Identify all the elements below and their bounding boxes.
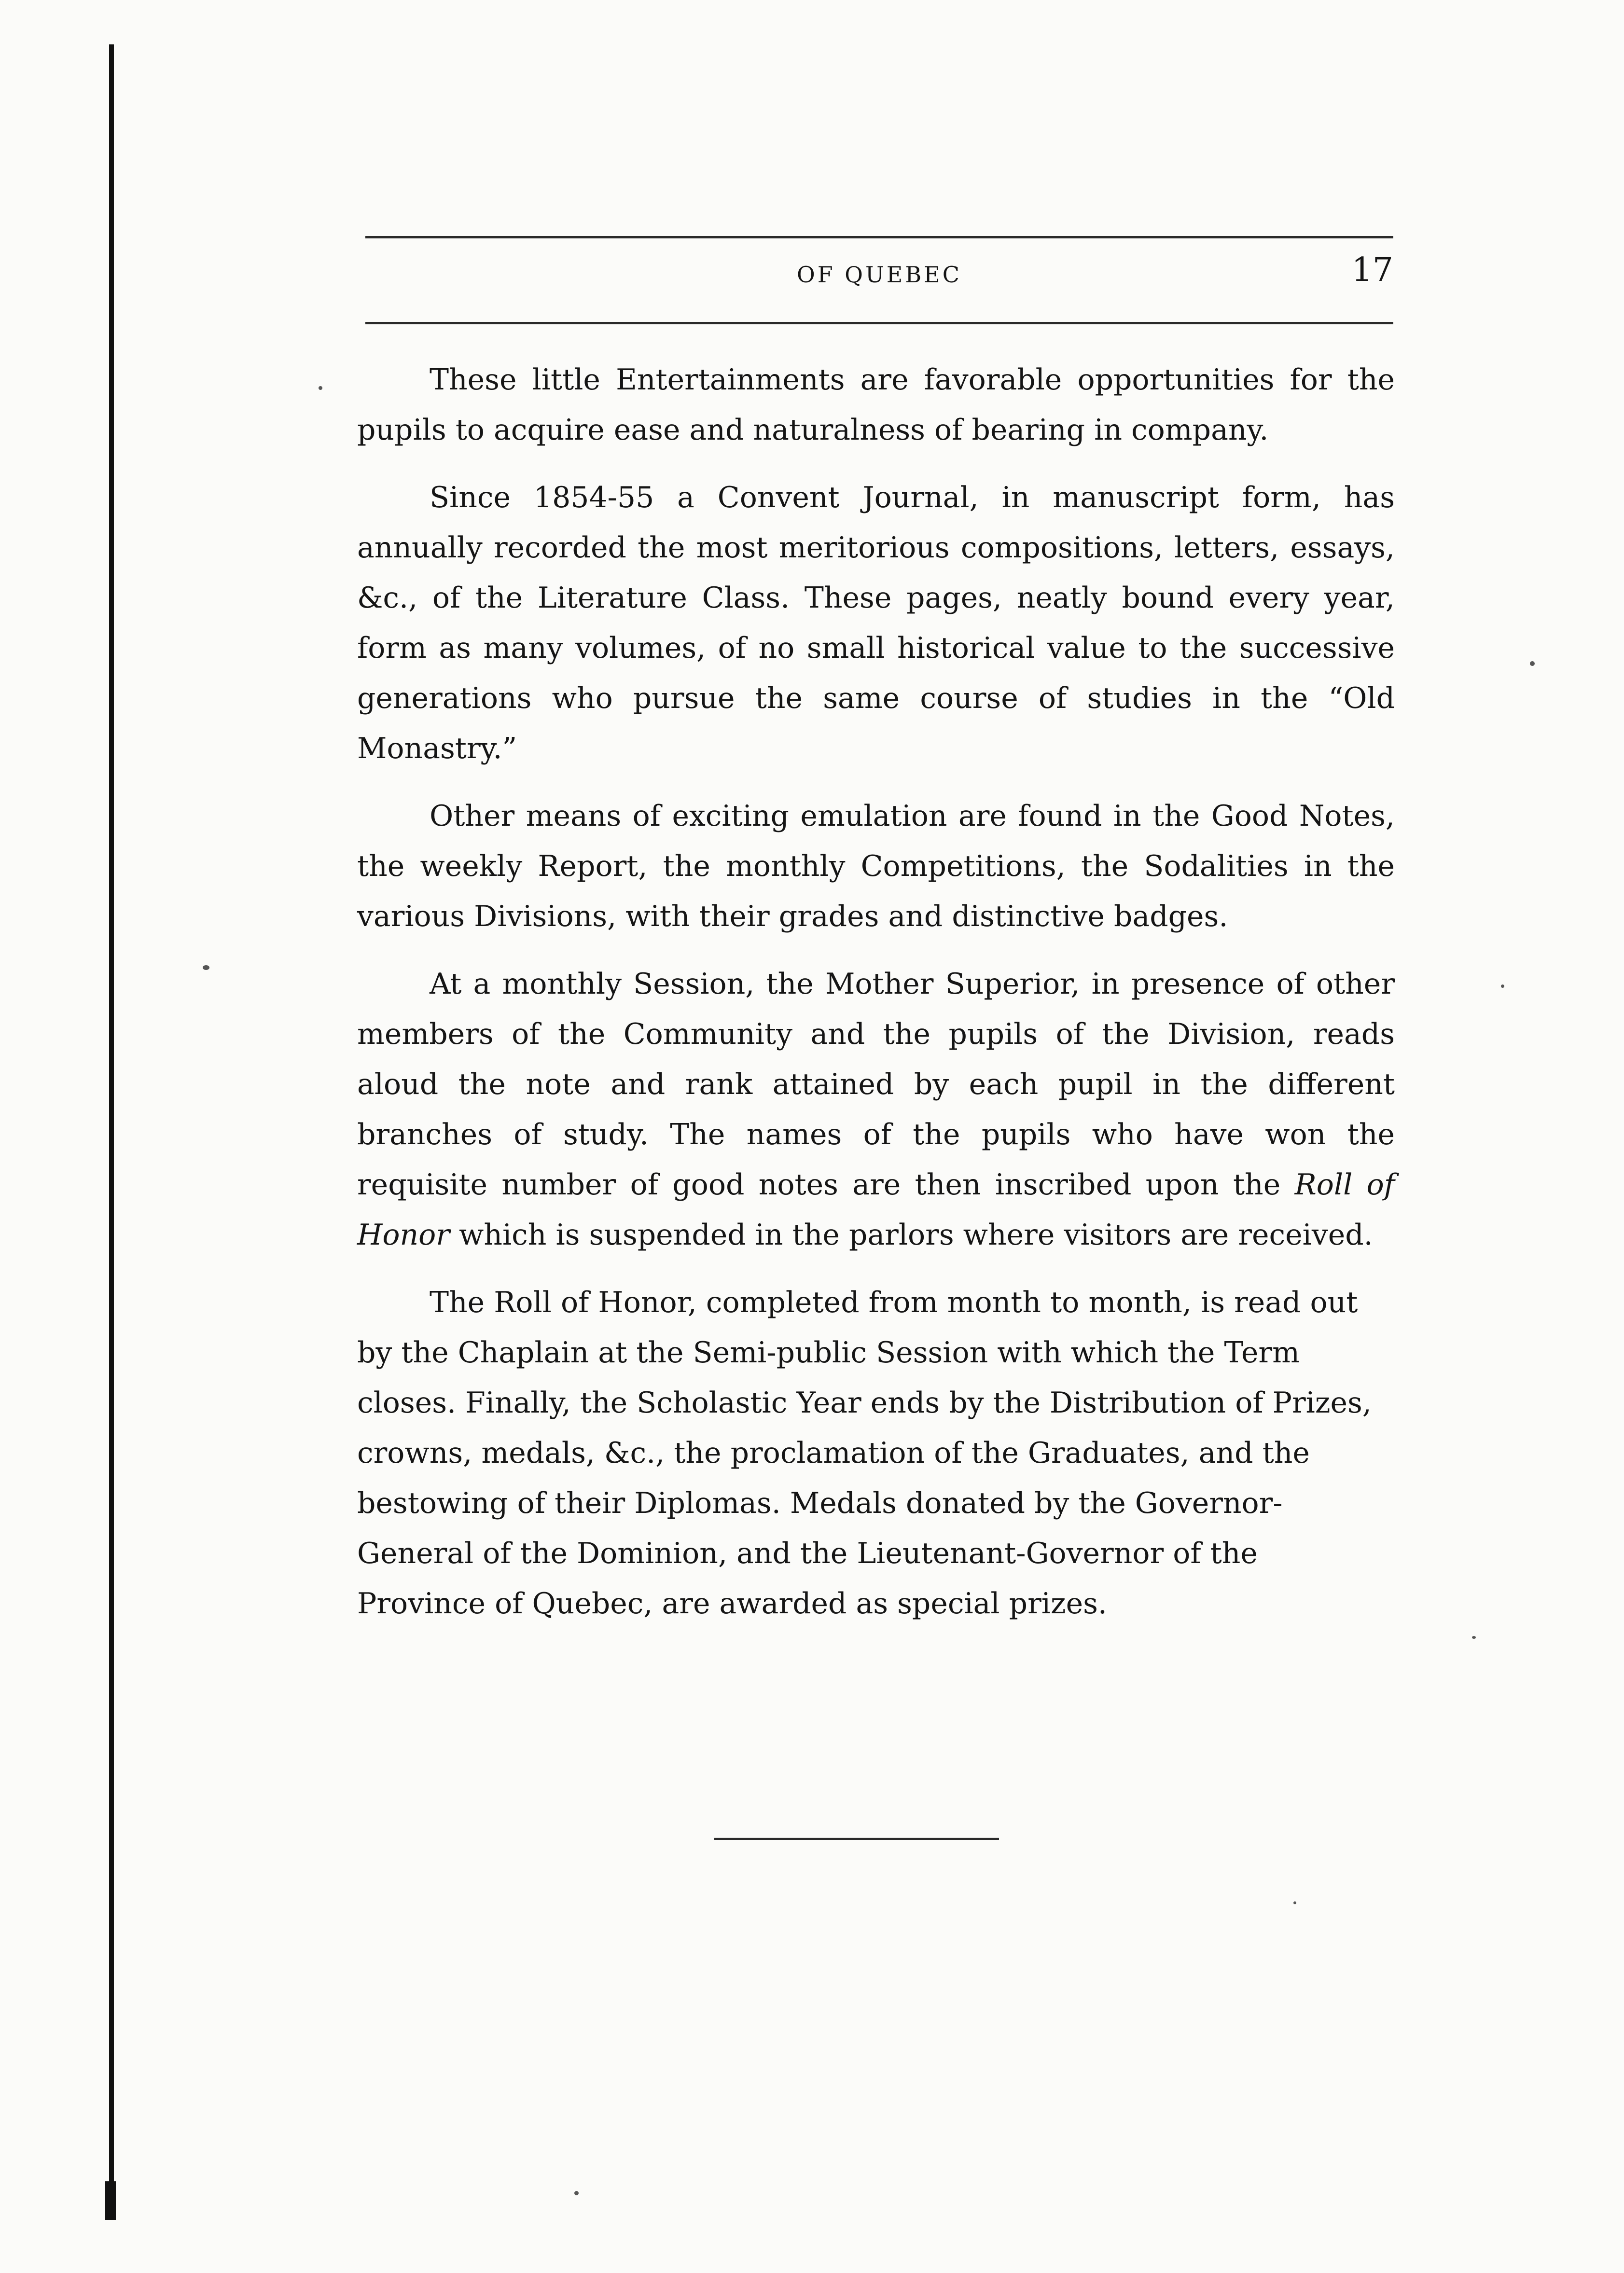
header-top-rule — [365, 236, 1393, 238]
session-text-end: which is suspended in the parlors where visitors are received. — [449, 1218, 1373, 1252]
running-head — [365, 251, 1393, 304]
scan-speck — [1293, 1901, 1296, 1904]
scan-speck — [203, 965, 209, 970]
header-bottom-rule — [365, 322, 1393, 324]
page-binding-shadow — [105, 2181, 116, 2220]
scan-speck — [1472, 1636, 1476, 1639]
paragraph-monthly-session — [357, 959, 1395, 1260]
session-text-start: At a monthly Session, the Mother Superior, in presence of other members of the Community and the pupils of the Division, reads aloud the note and rank attained by each pupil in the different branches of study. The names of the pupils who have won the requisite number of good notes are then inscribed upon the — [357, 967, 1395, 1202]
body-text — [357, 355, 1395, 1646]
paragraph-emulation: Other means of exciting emulation are found in the Good Notes, the weekly Report, the monthly Competitions, the Sodalities in the various Divisions, with their grades and distinctive badges. — [357, 799, 1395, 933]
paragraph-roll-of-honor: The Roll of Honor, completed from month to month, is read out by the Chaplain at the Semi-public Session with which the Term closes. Finally, the Scholastic Year ends by the Distribution of Prizes, crowns, medals, &c., the proclamation of the Graduates, and the bestowing of their Diplomas. Medals donated by the Governor-General of the Dominion, and the Lieutenant-Governor of the Province of Quebec, are awarded as special prizes. — [357, 1286, 1372, 1621]
scan-speck — [574, 2191, 579, 2195]
paragraph-convent-journal: Since 1854-55 a Convent Journal, in manuscript form, has annually recorded the most meritorious compositions, letters, essays, &c., of the Literature Class. These pages, neatly bound every year, form as many volumes, of no small historical value to the successive generations who pursue the same course of studies in the “Old Monastry.” — [357, 481, 1395, 765]
page-number: 17 — [1351, 251, 1393, 289]
scan-speck — [1530, 661, 1535, 666]
scan-speck — [1501, 984, 1504, 988]
section-end-rule — [714, 1838, 999, 1840]
paragraph-entertainments: These little Entertainments are favorable opportunities for the pupils to acquire ease and naturalness of bearing in company. — [357, 363, 1395, 447]
roll-of-honor-emphasis: Roll of Honor — [357, 1168, 1395, 1252]
page-binding-edge — [109, 44, 114, 2216]
running-title: OF QUEBEC — [797, 262, 962, 288]
scan-speck — [319, 386, 322, 390]
